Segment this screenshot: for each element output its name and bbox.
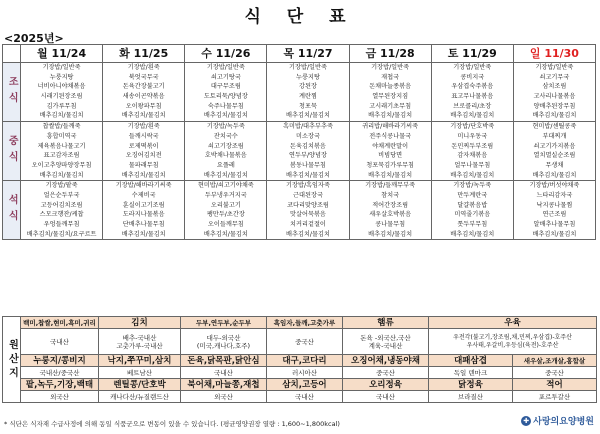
menu-item: 배추김치/물김치 <box>121 171 166 179</box>
origin-head: 북어채,마늘쫑,재첩 <box>181 379 267 391</box>
menu-item: 도토리묵/양념장 <box>203 93 248 101</box>
menu-cell <box>349 181 431 240</box>
origin-head: 적어 <box>513 379 597 391</box>
menu-item: 고사리나물볶음 <box>533 93 576 101</box>
origin-value: 대두-외국산 (미국,캐나다,호주) <box>181 329 267 355</box>
menu-item: 근대된장국 <box>293 191 323 199</box>
origin-head: 김치 <box>99 317 181 329</box>
menu-item: 청포묵김가루무침 <box>366 161 415 169</box>
menu-cell <box>267 122 349 181</box>
menu-item: 두부냉우거지국 <box>204 191 247 199</box>
menu-item: 청포묵 <box>299 102 317 110</box>
menu-item: 배추김치/물김치 <box>368 171 413 179</box>
menu-item: 도라지나물볶음 <box>122 211 165 219</box>
menu-item: 무생채 <box>545 161 564 169</box>
menu-item: 배추김치/물김치 <box>121 112 166 120</box>
menu-item: 우엉들깨무침 <box>43 221 80 228</box>
origin-value: 우전각(불고기,장조림,채,민찌,우삼겹)-호주산 우사태,우갈비,우등심(육전)-호주산 <box>429 329 597 355</box>
menu-item: 돈채마늘종볶음 <box>369 83 412 91</box>
menu-item: 배추김치/물김치 <box>532 112 577 120</box>
menu-item: 누룽지탕 <box>296 73 320 81</box>
origin-value: 국내산 <box>343 391 429 403</box>
menu-item: 기장밥/일반죽 <box>453 64 492 71</box>
day-header: 월 11/24 <box>21 45 103 63</box>
menu-item: 돈민찌두부조림 <box>451 142 494 150</box>
menu-item: 참치국 <box>381 191 400 199</box>
origin-head: 누룽지/콩비지 <box>21 355 99 367</box>
menu-item: 얼은순두부국 <box>43 191 80 199</box>
menu-item: 오이들깨무침 <box>207 221 244 228</box>
origin-value: 배추-국내산 고춧가루-국내산 <box>99 329 181 355</box>
menu-item: 쇠고기장조림 <box>207 142 244 150</box>
menu-item: 흑미밥/대추부추죽 <box>283 123 333 131</box>
menu-item: 미소장국 <box>296 132 320 140</box>
origin-head: 오리정육 <box>343 379 429 391</box>
origin-value: 돈육 -외국산,국산 계육-국내산 <box>343 329 429 355</box>
menu-item: 배추김치/물김치/요구르트 <box>26 230 97 238</box>
day-header-sunday: 일 11/30 <box>513 45 595 63</box>
menu-cell <box>513 63 595 122</box>
meal-row <box>3 122 596 181</box>
meal-label: 석식 <box>3 181 21 240</box>
menu-item: 고시래기초무침 <box>369 102 412 110</box>
menu-item: 배추김치/물김치 <box>39 112 84 120</box>
menu-item: 시래기된장조림 <box>40 93 83 101</box>
menu-cell <box>431 63 513 122</box>
origin-value: 외국산 <box>181 391 267 403</box>
menu-cell <box>21 181 103 240</box>
menu-item: 기장밥/녹두죽 <box>206 123 245 131</box>
menu-item: 부대찌개 <box>542 132 567 140</box>
menu-item: 돈육김치볶음 <box>290 142 326 150</box>
menu-item: 열무된장지짐 <box>372 93 409 101</box>
menu-item: 야채계란말이 <box>372 142 409 150</box>
menu-item: 기장밥/일반죽 <box>289 64 327 71</box>
menu-item: 달걀볶음밥 <box>457 201 488 209</box>
menu-item: 잔치국수 <box>213 132 238 140</box>
menu-item: 쇠고기무국 <box>539 73 570 81</box>
menu-item: 배추김치/물김치 <box>203 230 248 238</box>
menu-item: 배추김치/물김치 <box>450 112 495 120</box>
menu-item: 요플레 <box>216 161 235 169</box>
menu-item: 배추김치/물김치 <box>39 171 84 179</box>
menu-table <box>2 44 596 240</box>
menu-item: 미역줄기볶음 <box>454 211 491 219</box>
menu-item: 삼치조림 <box>542 83 567 91</box>
menu-item: 김가루무침 <box>46 102 77 110</box>
menu-item: 돈육간장불고기 <box>122 83 165 91</box>
origin-value: 외국산 <box>21 391 99 403</box>
menu-item: 배추김치/물김치 <box>450 230 495 238</box>
menu-item: 오리불고기 <box>210 201 241 209</box>
day-header-row <box>3 45 596 63</box>
menu-item: 적어간장조림 <box>372 201 409 209</box>
origin-value: 중국산 <box>343 367 429 379</box>
menu-cell <box>431 122 513 181</box>
menu-item: 콩비지국 <box>460 73 485 81</box>
origin-head: 햄류 <box>343 317 429 329</box>
origin-value: 베트남산 <box>99 367 181 379</box>
menu-item: 오이왕파무침 <box>125 102 162 110</box>
menu-item: 기장밥/해바라기씨죽 <box>115 182 172 190</box>
origin-head: 렌틸콩/단호박 <box>99 379 181 391</box>
origin-head: 새우살,조개살,홍합살 <box>513 355 597 367</box>
meal-label: 중식 <box>3 122 21 181</box>
menu-item: 양배추된장무침 <box>533 102 576 110</box>
menu-cell <box>431 181 513 240</box>
menu-item: 너비아니야채볶음 <box>37 83 86 91</box>
menu-item: 연근조림 <box>542 211 567 219</box>
menu-item: 브로콜리/초장 <box>453 102 492 110</box>
origin-value: 국내산 <box>267 391 343 403</box>
menu-item: 강된장 <box>299 83 317 91</box>
menu-item: 배추김치/물김치 <box>286 171 330 179</box>
menu-item: 들깨시락국 <box>128 132 159 140</box>
menu-item: 기장밥/일반죽 <box>42 64 81 71</box>
menu-item: 배추김치/물김치 <box>532 171 577 179</box>
menu-item: 단배추나물무침 <box>122 221 165 228</box>
menu-item: 기장밥/녹두죽 <box>453 182 492 190</box>
menu-cell <box>185 122 267 181</box>
origin-head: 두부,연두부,순두부 <box>181 317 267 329</box>
origin-table <box>2 316 597 403</box>
menu-cell <box>21 63 103 122</box>
origin-head: 대구,코다리 <box>267 355 343 367</box>
menu-cell <box>513 122 595 181</box>
hospital-logo <box>521 414 594 427</box>
menu-item: 쇠고기탕국 <box>210 73 241 81</box>
menu-item: 제육볶음나물고기 <box>37 142 86 150</box>
menu-item: 물파래무침 <box>128 161 159 169</box>
menu-item: 오징어김치전 <box>125 152 162 160</box>
meal-row <box>3 181 596 240</box>
menu-item: 알배추나물무침 <box>533 221 576 228</box>
origin-head: 닭정육 <box>429 379 513 391</box>
menu-item: 표고무나물볶음 <box>451 93 494 101</box>
menu-item: 맛살어묵볶음 <box>290 211 326 219</box>
menu-item: 우삼겹숙주볶음 <box>451 83 494 91</box>
cross-logo-icon: ✚ <box>521 416 531 426</box>
menu-item: 누룽지탕 <box>49 73 74 81</box>
menu-cell <box>185 63 267 122</box>
menu-item: 기장밥/일반죽 <box>206 64 245 71</box>
menu-item: 기장밥/흰죽 <box>127 64 160 71</box>
page-title: 식 단 표 <box>244 7 356 27</box>
menu-cell <box>349 122 431 181</box>
menu-item: 기장밥/버섯야채죽 <box>529 182 580 190</box>
origin-head: 백미,찹쌀,현미,흑미,귀리 <box>21 317 99 329</box>
meal-row <box>3 63 596 122</box>
menu-item: 표고감자조림 <box>43 152 80 160</box>
menu-item: 기장밥/흑임자죽 <box>286 182 330 190</box>
day-header: 목 11/27 <box>267 45 349 63</box>
menu-item: 기장밥/팥죽 <box>45 182 78 190</box>
menu-item: 낙지콩나물찜 <box>536 201 573 209</box>
menu-item: 배추김치/물김치 <box>203 171 248 179</box>
menu-cell <box>513 181 595 240</box>
menu-item: 대구무조림 <box>210 83 241 91</box>
origin-value: 국내산/중국산 <box>21 367 99 379</box>
hospital-name: 사랑의요양병원 <box>533 417 594 427</box>
day-header: 토 11/29 <box>431 45 513 63</box>
corner-cell <box>3 45 21 63</box>
menu-item: 흥합미역국 <box>46 132 77 140</box>
menu-cell <box>349 63 431 122</box>
menu-item: 숙주나물무침 <box>207 102 244 110</box>
menu-item: 배추김치/물김치 <box>121 230 166 238</box>
menu-item: 기장밥/일반죽 <box>535 64 574 71</box>
origin-head: 대패삼겹 <box>429 355 513 367</box>
menu-cell <box>185 181 267 240</box>
menu-item: 배추김치/물김치 <box>286 112 330 120</box>
day-header: 금 11/28 <box>349 45 431 63</box>
origin-head: 돈육,닭목판,닭안심 <box>181 355 267 367</box>
menu-item: 톳두부무침 <box>457 221 488 228</box>
menu-item: 현미밥/센틸콩죽 <box>532 123 577 131</box>
menu-item: 봄동나물무침 <box>290 161 326 169</box>
menu-item: 팽만두/초간장 <box>206 211 245 219</box>
origin-value: 독일 덴마크 <box>429 367 513 379</box>
menu-item: 훈실이고기조림 <box>122 201 165 209</box>
origin-value: 국내산 <box>181 367 267 379</box>
menu-cell <box>103 63 185 122</box>
menu-item: 콩나물무침 <box>375 221 406 228</box>
menu-item: 현미밥/쇠고기야채죽 <box>197 182 254 190</box>
menu-cell <box>21 122 103 181</box>
menu-item: 계란찜 <box>299 93 317 101</box>
menu-item: 열치멸실순조림 <box>533 152 576 160</box>
menu-cell <box>267 181 349 240</box>
origin-value: 브라질산 <box>429 391 513 403</box>
menu-item: 치커리겉절이 <box>290 221 326 228</box>
menu-item: 연두부/양념장 <box>289 152 327 160</box>
menu-item: 배추김치/물김치 <box>286 230 330 238</box>
menu-cell <box>103 181 185 240</box>
menu-cell <box>267 63 349 122</box>
menu-item: 수제비국 <box>131 191 156 199</box>
menu-item: 전주식콩나물국 <box>369 132 412 140</box>
origin-value: 국내산 <box>21 329 99 355</box>
menu-item: 감자채볶음 <box>457 152 488 160</box>
menu-item: 기장밥/흰죽 <box>127 123 160 131</box>
menu-item: 기장밥/들깨무부죽 <box>365 182 416 190</box>
meal-label: 조식 <box>3 63 21 122</box>
menu-item: 로제떡볶이 <box>128 142 159 150</box>
menu-item: 귀리밥/해바라기씨죽 <box>362 123 419 131</box>
origin-value: 중국산 <box>267 329 343 355</box>
menu-item: 배추김치/물김치 <box>368 230 413 238</box>
menu-item: 기장밥/단호박죽 <box>450 123 495 131</box>
menu-item: 기장밥/일반죽 <box>371 64 410 71</box>
day-header: 수 11/26 <box>185 45 267 63</box>
menu-item: 미니우동국 <box>457 132 488 140</box>
menu-item: 배추김치/물김치 <box>532 230 577 238</box>
menu-item: 호박채나물볶음 <box>204 152 247 160</box>
origin-value: 캐나다산/뉴질랜드산 <box>99 391 181 403</box>
origin-value: 중국산 <box>513 367 597 379</box>
menu-item: 쇠고기가지볶음 <box>533 142 576 150</box>
menu-item: 얼무나물무침 <box>454 161 491 169</box>
menu-item: 북엇국무국 <box>128 73 159 81</box>
origin-head: 팥,녹두,기장,백태 <box>21 379 99 391</box>
origin-head: 삼치,고등어 <box>267 379 343 391</box>
origin-head: 흑임자,들깨,고춧가루 <box>267 317 343 329</box>
menu-item: 새우살호박볶음 <box>369 211 412 219</box>
origin-head: 우육 <box>429 317 597 329</box>
menu-item: 코다리맞양조림 <box>287 201 329 209</box>
menu-item: 재첩국 <box>381 73 400 81</box>
origin-label: 원산지 <box>3 317 21 403</box>
footnote: * 식단은 식자재 수급사정에 의해 동일 식품군으로 변동이 있을 수 있습니다. (평균영양권장 열량 : 1,600~1,800kcal) <box>4 420 340 428</box>
menu-item: 비빔당면 <box>378 152 403 160</box>
year-label: <2025년> <box>4 32 64 45</box>
menu-item: 스모크행잔/케찹 <box>39 211 84 219</box>
menu-item: 찹쌀밥/들깨죽 <box>42 123 81 131</box>
menu-item: 배추김치/물김치 <box>203 112 248 120</box>
day-header: 화 11/25 <box>103 45 185 63</box>
origin-value: 포르투갈산 <box>513 391 597 403</box>
menu-item: 느타리감자국 <box>536 191 573 199</box>
origin-head: 오징어채,냉동야채 <box>343 355 429 367</box>
origin-value: 러시아산 <box>267 367 343 379</box>
menu-item: 배추김치/물김치 <box>450 171 495 179</box>
menu-item: 배추김치/물김치 <box>368 112 413 120</box>
menu-item: 고등어김치조림 <box>40 201 83 209</box>
menu-cell <box>103 122 185 181</box>
menu-item: 오이고추양파양장무침 <box>31 161 92 169</box>
origin-head: 낙지,쭈꾸미,삼치 <box>99 355 181 367</box>
menu-item: 새송이곤약볶음 <box>122 93 165 101</box>
menu-item: 만두계란국 <box>457 191 488 199</box>
